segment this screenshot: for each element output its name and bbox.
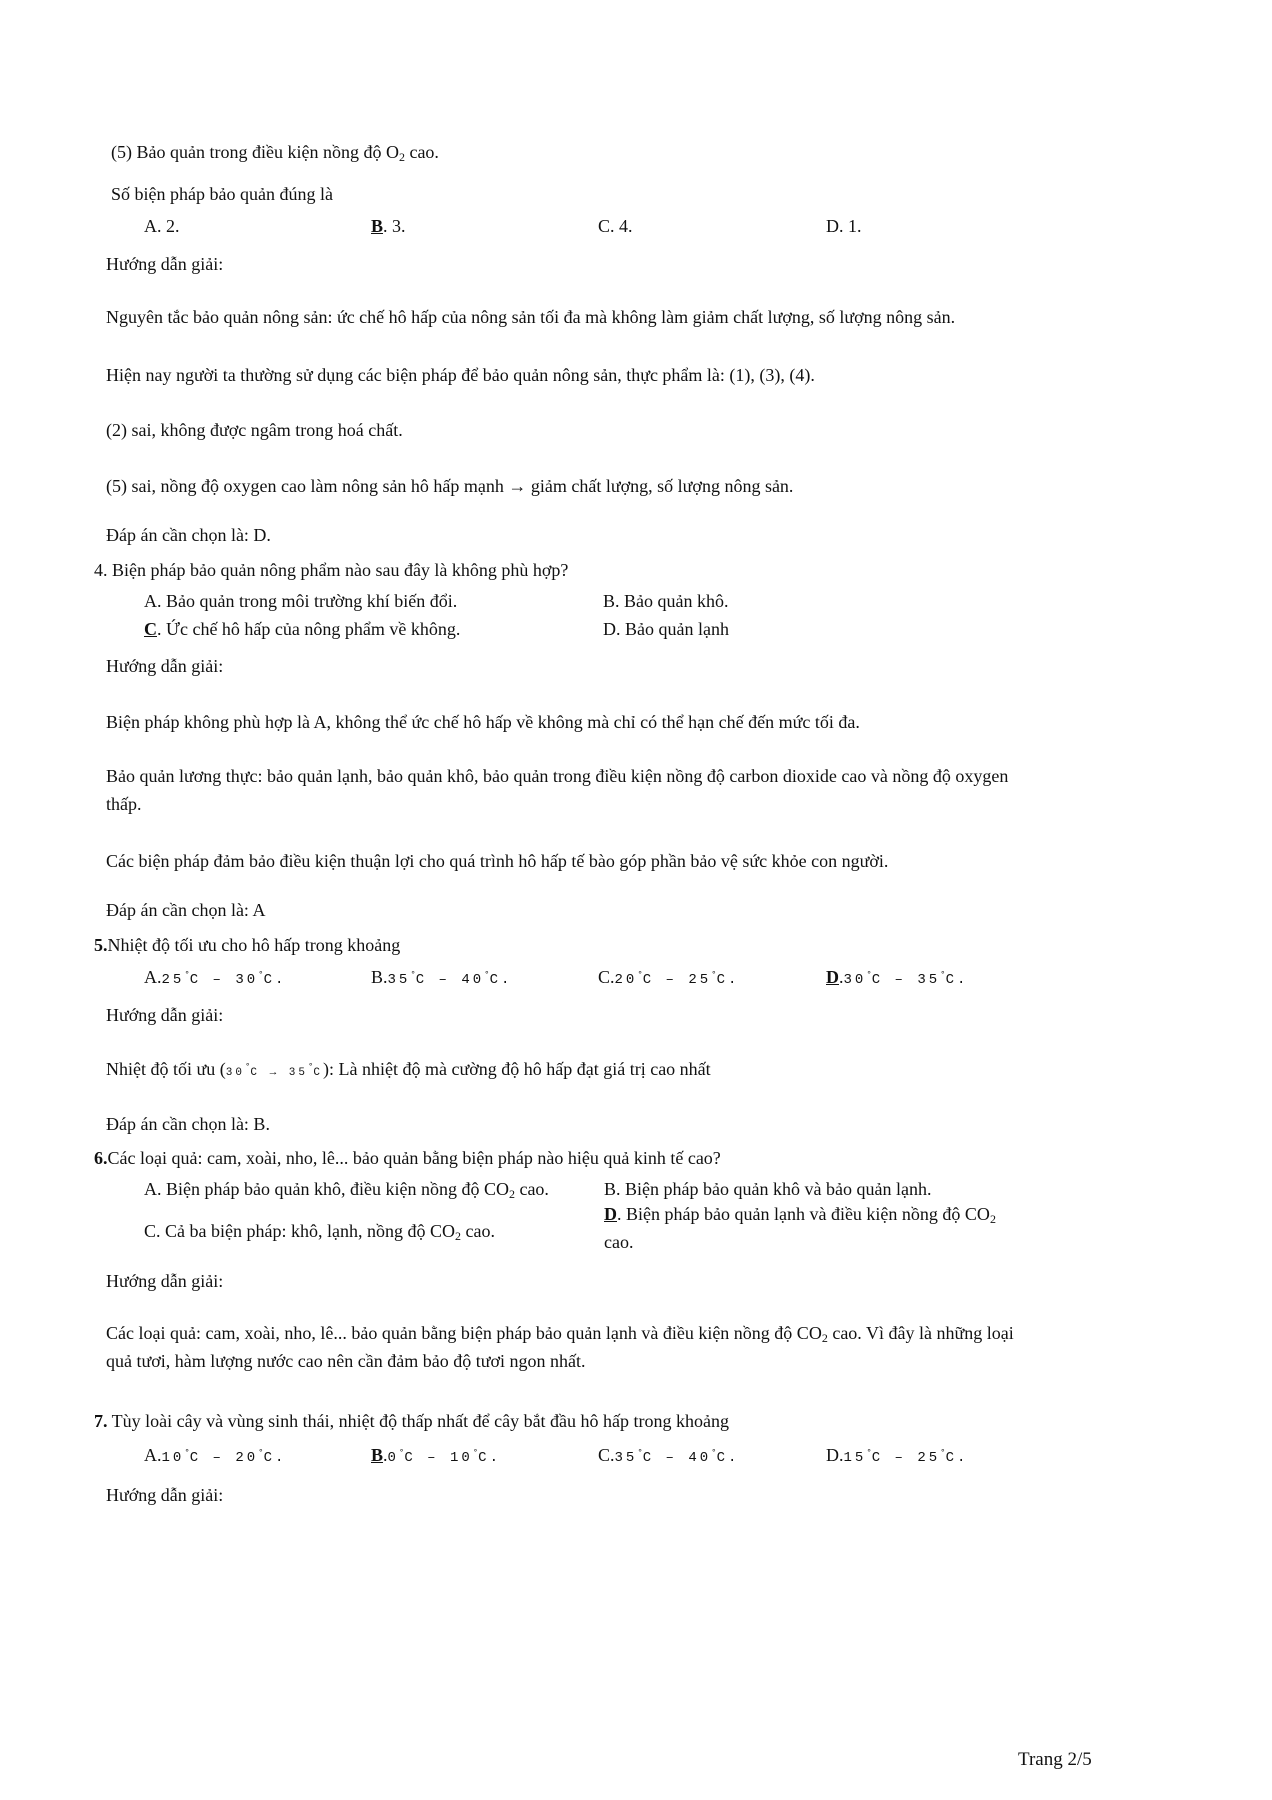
q4-explain-1: Biện pháp không phù hợp là A, không thể ức chế hô hấp về không mà chỉ có thể hạn chế đến mức tối đa.	[106, 712, 860, 732]
q4-option-c[interactable]: C. Ức chế hô hấp của nông phẩm về không.	[144, 619, 461, 639]
q4-guide-label: Hướng dẫn giải:	[106, 656, 224, 676]
q7-option-c[interactable]: C.35°C – 40°C.	[598, 1445, 740, 1466]
q7-option-b[interactable]: B.0°C – 10°C.	[371, 1445, 501, 1466]
q5-explain: Nhiệt độ tối ưu (30°C → 35°C): Là nhiệt độ mà cường độ hô hấp đạt giá trị cao nhất	[106, 1059, 711, 1079]
q6-option-c[interactable]: C. Cả ba biện pháp: khô, lạnh, nồng độ $CO_2$ cao.	[144, 1221, 495, 1243]
q5-guide-label: Hướng dẫn giải:	[106, 1005, 224, 1025]
q7-question: 7. Tùy loài cây và vùng sinh thái, nhiệt độ thấp nhất để cây bắt đầu hô hấp trong khoảng	[94, 1411, 730, 1431]
q4-explain-2: Bảo quản lương thực: bảo quản lạnh, bảo quản khô, bảo quản trong điều kiện nồng độ carbon dioxide cao và nồng độ oxygen	[106, 766, 1009, 786]
q4-option-a[interactable]: A. Bảo quản trong môi trường khí biến đổi.	[144, 591, 458, 611]
q3-item-5: (5) Bảo quản trong điều kiện nồng độ $O_2$ cao.	[111, 142, 439, 164]
q7-option-d[interactable]: D.15°C – 25°C.	[826, 1445, 969, 1466]
q5-answer: Đáp án cần chọn là: B.	[106, 1114, 270, 1134]
q3-explain-2: Hiện nay người ta thường sử dụng các biện pháp để bảo quản nông sản, thực phẩm là: (1), (3), (4).	[106, 365, 815, 385]
q6-option-a[interactable]: A. Biện pháp bảo quản khô, điều kiện nồng độ $CO_2$ cao.	[144, 1179, 549, 1201]
q6-option-d-cont: cao.	[604, 1232, 634, 1252]
q3-option-a[interactable]: A. 2.	[144, 216, 180, 236]
q3-explain-3: (2) sai, không được ngâm trong hoá chất.	[106, 420, 403, 440]
q3-explain-4: (5) sai, nồng độ oxygen cao làm nông sản hô hấp mạnh → giảm chất lượng, số lượng nông sản.	[106, 476, 794, 496]
q4-answer: Đáp án cần chọn là: A	[106, 900, 266, 920]
q6-option-b[interactable]: B. Biện pháp bảo quản khô và bảo quản lạnh.	[604, 1179, 932, 1199]
q3-option-d[interactable]: D. 1.	[826, 216, 862, 236]
q5-option-a[interactable]: A.25°C – 30°C.	[144, 967, 287, 988]
q4-option-d[interactable]: D. Bảo quản lạnh	[603, 619, 729, 639]
q5-option-d[interactable]: D.30°C – 35°C.	[826, 967, 969, 988]
q5-option-c[interactable]: C.20°C – 25°C.	[598, 967, 740, 988]
q6-question: 6.Các loại quả: cam, xoài, nho, lê... bảo quản bằng biện pháp nào hiệu quả kinh tế cao?	[94, 1148, 721, 1168]
q6-explain-1: Các loại quả: cam, xoài, nho, lê... bảo quản bằng biện pháp bảo quản lạnh và điều kiện nồng độ $CO_2$ cao. Vì đây là những loại	[106, 1323, 1014, 1345]
q4-explain-2-cont: thấp.	[106, 794, 142, 814]
q3-explain-1: Nguyên tắc bảo quản nông sản: ức chế hô hấp của nông sản tối đa mà không làm giảm chất lượng, số lượng nông sản.	[106, 307, 956, 327]
q6-option-d[interactable]: D. Biện pháp bảo quản lạnh và điều kiện nồng độ $CO_2$	[604, 1204, 996, 1226]
q4-question: 4. Biện pháp bảo quản nông phẩm nào sau đây là không phù hợp?	[94, 560, 569, 580]
q7-option-a[interactable]: A.10°C – 20°C.	[144, 1445, 287, 1466]
q7-guide-label: Hướng dẫn giải:	[106, 1485, 224, 1505]
page-number: Trang 2/5	[1018, 1749, 1092, 1770]
q3-answer: Đáp án cần chọn là: D.	[106, 525, 271, 545]
q3-stem: Số biện pháp bảo quản đúng là	[111, 184, 333, 204]
q3-option-c[interactable]: C. 4.	[598, 216, 633, 236]
q6-guide-label: Hướng dẫn giải:	[106, 1271, 224, 1291]
q5-question: 5.Nhiệt độ tối ưu cho hô hấp trong khoảng	[94, 935, 401, 955]
q5-option-b[interactable]: B.35°C – 40°C.	[371, 967, 513, 988]
q4-option-b[interactable]: B. Bảo quản khô.	[603, 591, 729, 611]
q6-explain-2: quả tươi, hàm lượng nước cao nên cần đảm bảo độ tươi ngon nhất.	[106, 1351, 586, 1371]
q3-guide-label: Hướng dẫn giải:	[106, 254, 224, 274]
q3-option-b[interactable]: B. 3.	[371, 216, 406, 236]
q4-explain-3: Các biện pháp đảm bảo điều kiện thuận lợi cho quá trình hô hấp tế bào góp phần bảo vệ sức khỏe con người.	[106, 851, 889, 871]
